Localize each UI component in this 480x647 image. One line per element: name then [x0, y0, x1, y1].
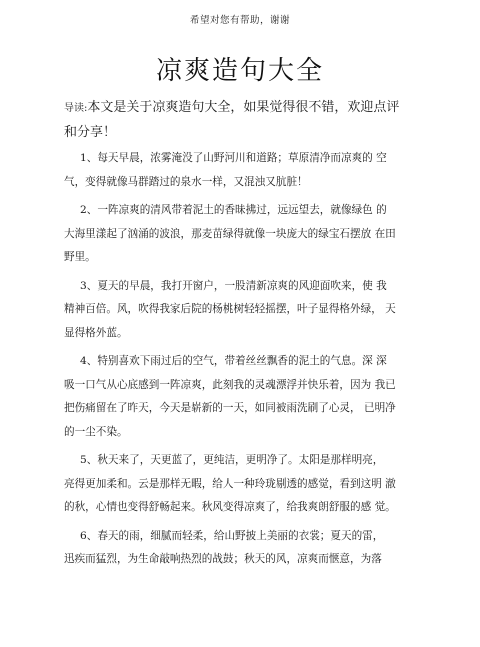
intro-paragraph	[64, 96, 424, 145]
paragraph-line: 显得格外蓝。	[64, 326, 128, 339]
page-title: 凉爽造句大全	[155, 56, 324, 86]
paragraph-line: 吸一口气从心底感到一阵凉爽，此刻我的灵魂漂浮并快乐着，因为 我已	[64, 378, 396, 391]
paragraph-line: 气，变得就像马群踏过的泉水一样，又混浊又肮脏！	[64, 175, 308, 188]
paragraph-line: 亮得更加柔和。云是那样无暇，给人一种玲珑剔透的感觉，看到这明 澈	[64, 477, 396, 490]
header-note: 希望对您有帮助，谢谢	[189, 15, 290, 26]
paragraph-line: 大海里漾起了汹涌的波浪，那麦苗绿得就像一块庞大的绿宝石摆放 在田	[64, 227, 396, 240]
paragraph-line: 4、特别喜欢下雨过后的空气，带着丝丝飘香的泥土的气息。深 深	[80, 355, 387, 367]
paragraph-line: 的一尘不染。	[64, 425, 128, 438]
paragraph-4	[64, 350, 424, 444]
paragraph-5	[64, 449, 424, 520]
paragraph-line: 野里。	[64, 251, 96, 263]
paragraph-line: 3、夏天的早晨，我打开窗户，一股清新凉爽的风迎面吹来，使 我	[80, 279, 387, 292]
paragraph-line: 2、一阵凉爽的清风带着泥土的香昧拂过，远远望去，就像绿色 的	[80, 204, 387, 216]
intro-line: 和分享！	[64, 125, 117, 140]
paragraph-line: 6、春天的雨，细腻而轻柔，给山野披上美丽的衣裳；夏天的雷，	[80, 529, 384, 542]
intro-lead: 导读:	[64, 103, 88, 114]
paragraph-line: 1、每天早晨，浓雾淹没了山野河川和道路；草原清净而凉爽的 空	[80, 152, 387, 164]
paragraph-6	[64, 525, 424, 572]
paragraph-line: 精神百倍。风，吹得我家后院的杨桃树轻轻摇摆，叶子显得格外绿， 天	[64, 303, 396, 315]
paragraph-3	[64, 275, 424, 346]
intro-line: 本文是关于凉爽造句大全，如果觉得很不错，欢迎点评	[87, 100, 400, 115]
paragraph-line: 迅疾而猛烈，为生命敲响热烈的战鼓；秋天的风，凉爽而惬意，为落	[64, 553, 382, 565]
paragraph-line: 5、秋天来了，天更蓝了，更纯洁，更明净了。太阳是那样明亮，	[80, 454, 384, 466]
paragraph-line: 把伤痛留在了昨天，今天是崭新的一天，如同被雨洗刷了心灵， 已明净	[64, 402, 396, 414]
paragraph-2	[64, 199, 424, 270]
document-body	[64, 96, 424, 577]
paragraph-1	[64, 147, 424, 194]
paragraph-line: 的秋，心情也变得舒畅起来。秋风变得凉爽了，给我爽朗舒服的感 觉。	[64, 501, 396, 513]
